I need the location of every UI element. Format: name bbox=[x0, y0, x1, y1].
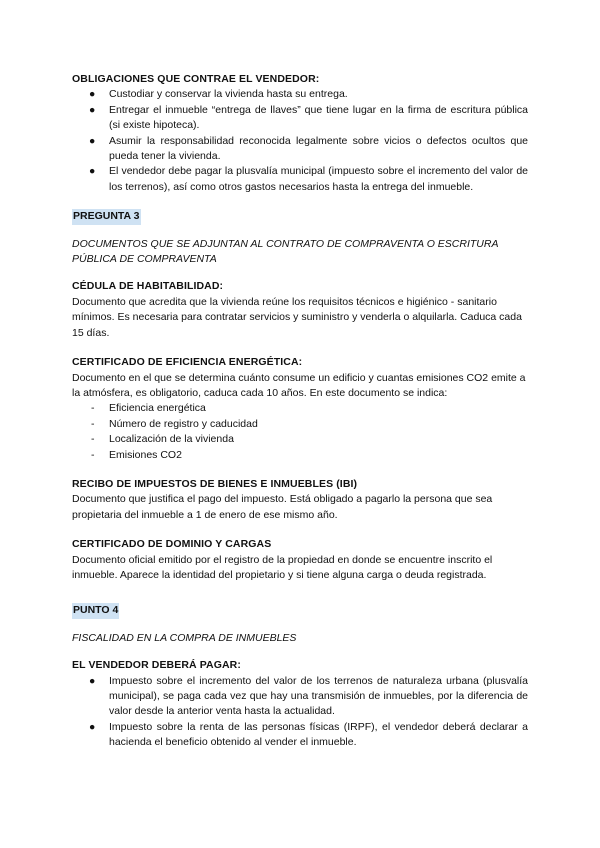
punto-4-subtitle: FISCALIDAD EN LA COMPRA DE INMUEBLES bbox=[72, 631, 297, 644]
bullet-icon: ● bbox=[89, 103, 96, 116]
list-item: ● Impuesto sobre el incremento del valor de los terrenos de naturaleza urbana (plusvalía municipal), se paga cada vez que hay una transmisión de inmuebles, por la diferencia de valor desde la anterior venta hasta la actualidad. bbox=[89, 674, 528, 718]
obligaciones-list bbox=[72, 87, 528, 195]
pregunta-3-subtitle: DOCUMENTOS QUE SE ADJUNTAN AL CONTRATO DE COMPRAVENTA O ESCRITURA PÚBLICA DE COMPRAVENTA bbox=[72, 237, 499, 266]
section-obligaciones bbox=[72, 72, 528, 195]
bullet-icon: ● bbox=[89, 88, 96, 101]
vendedor-heading: EL VENDEDOR DEBERÁ PAGAR: bbox=[72, 659, 241, 672]
cedula-text: Documento que acredita que la vivienda reúne los requisitos técnicos e higiénico - sanitario mínimos. Es necesaria para contratar servicios y suministro y venderla o alquilarla. Caduca cada 15 días. bbox=[72, 295, 522, 339]
list-item: ● Impuesto sobre la renta de las personas físicas (IRPF), el vendedor deberá declarar a hacienda el beneficio obtenido al vender el inmueble. bbox=[89, 720, 528, 749]
ibi-text: Documento que justifica el pago del impuesto. Está obligado a pagarlo la persona que sea propietaria del inmueble a 1 de enero de ese mismo año. bbox=[72, 493, 493, 521]
bullet-icon: ● bbox=[89, 720, 96, 733]
list-item: ● Entregar el inmueble “entrega de llaves” que tiene lugar en la firma de escritura pública (si existe hipoteca). bbox=[89, 103, 528, 132]
dash-icon: - bbox=[91, 433, 95, 446]
obligaciones-heading: OBLIGACIONES QUE CONTRAE EL VENDEDOR: bbox=[72, 73, 320, 85]
list-item: - Localización de la vivienda bbox=[72, 432, 528, 447]
vendedor-list bbox=[72, 674, 528, 751]
list-item: ● El vendedor debe pagar la plusvalía municipal (impuesto sobre el incremento del valor de los terrenos), así como otros gastos necesarios hasta la entrega del inmueble. bbox=[89, 165, 528, 193]
list-item: - Eficiencia energética bbox=[72, 401, 528, 416]
list-item: - Número de registro y caducidad bbox=[72, 417, 528, 432]
certificado-list bbox=[72, 401, 528, 463]
dominio-heading: CERTIFICADO DE DOMINIO Y CARGAS bbox=[72, 538, 272, 551]
dominio-text: Documento oficial emitido por el registro de la propiedad en donde se encuentre inscrito el inmueble. Aparece la identidad del propietario y si tiene alguna carga o deuda registrada. bbox=[72, 553, 493, 581]
bullet-icon: ● bbox=[89, 134, 96, 147]
dash-icon: - bbox=[91, 402, 95, 415]
list-item: - Emisiones CO2 bbox=[72, 448, 528, 463]
bullet-icon: ● bbox=[89, 674, 96, 687]
cedula-heading: CÉDULA DE HABITABILIDAD: bbox=[72, 280, 224, 293]
dash-icon: - bbox=[91, 448, 95, 461]
list-item: ● Asumir la responsabilidad reconocida legalmente sobre vicios o defectos ocultos que pueda tener la vivienda. bbox=[89, 134, 528, 163]
bullet-icon: ● bbox=[89, 165, 96, 178]
punto-4-label: PUNTO 4 bbox=[72, 603, 119, 618]
certificado-heading: CERTIFICADO DE EFICIENCIA ENERGÉTICA: bbox=[72, 356, 303, 369]
pregunta-3-label: PREGUNTA 3 bbox=[72, 209, 141, 224]
certificado-text: Documento en el que se determina cuánto consume un edificio y cuantas emisiones CO2 emite a la atmósfera, es obligatorio, caduca cada 10 años. En este documento se indica: bbox=[72, 371, 526, 399]
ibi-heading: RECIBO DE IMPUESTOS DE BIENES E INMUEBLES (IBI) bbox=[72, 477, 358, 490]
dash-icon: - bbox=[91, 417, 95, 430]
list-item: ● Custodiar y conservar la vivienda hasta su entrega. bbox=[72, 87, 528, 102]
